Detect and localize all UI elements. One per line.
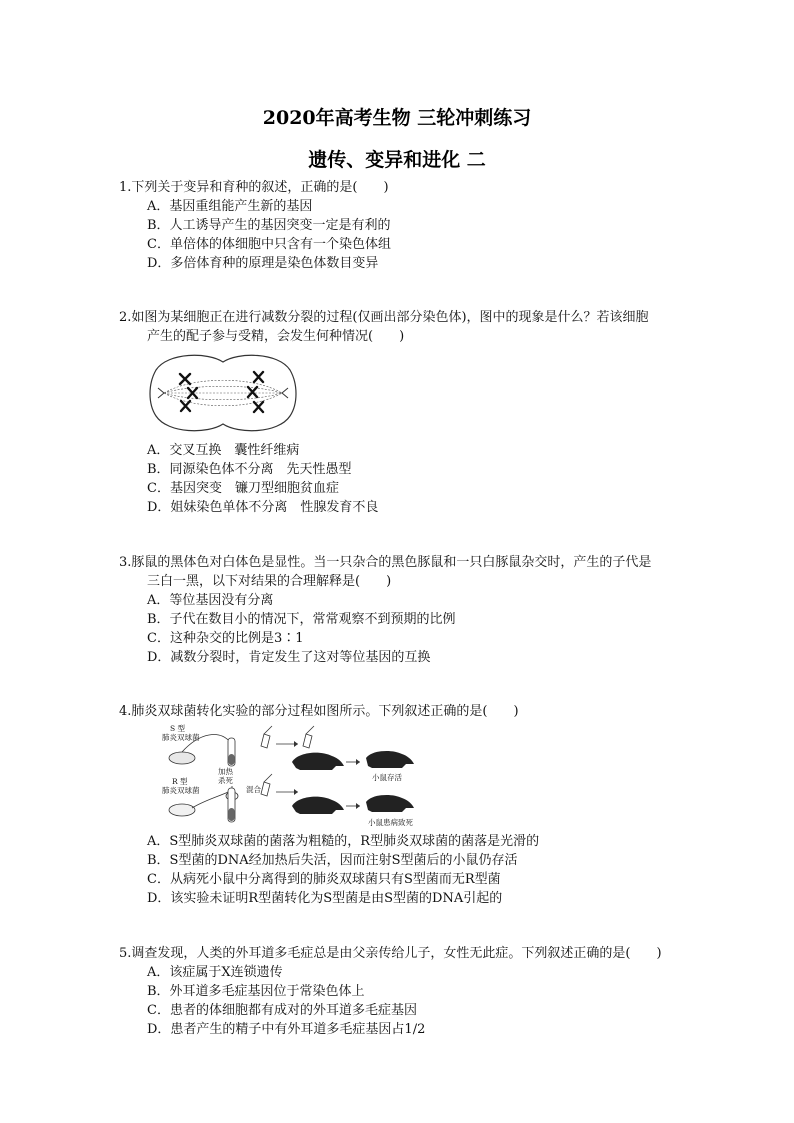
meiosis-cell-figure [148,352,298,434]
syringe-icon [261,774,272,796]
question-stem [119,308,709,346]
option-d: D．减数分裂时，肯定发生了这对等位基因的互换 [147,650,431,665]
options-list [119,963,709,1039]
option-c: C．从病死小鼠中分离得到的肺炎双球菌只有S型菌而无R型菌 [147,872,501,887]
option-a: A．S型肺炎双球菌的菌落为粗糙的，R型肺炎双球菌的菌落是光滑的 [147,834,540,849]
question-4 [119,702,709,721]
tube-liquid [229,808,235,821]
option-b: B．外耳道多毛症基因位于常染色体上 [147,984,365,999]
option-d: D．姐妹染色单体不分离 性腺发育不良 [147,500,379,515]
option-d: D．多倍体育种的原理是染色体数目变异 [147,256,379,271]
tube-liquid [229,754,235,765]
label-r-bacteria: 肺炎双球菌 [162,786,200,795]
page-subtitle: 遗传、变异和进化 二 [308,149,486,171]
arrow-head [294,789,298,795]
option-a: A．基因重组能产生新的基因 [147,199,313,214]
question-2 [119,308,709,346]
stem-line-continued: 三白一黑，以下对结果的合理解释是( ) [147,574,392,589]
question-stem [119,553,709,591]
option-a: A．该症属于X连锁遗传 [147,965,283,980]
option-c: C．基因突变 镰刀型细胞贫血症 [147,481,339,496]
syringe-icon [303,726,314,748]
question-2-options [119,441,709,517]
question-stem [119,702,709,721]
r-culture-dish [169,804,195,816]
mouse-alive-icon [366,751,414,768]
mouse-icon [292,753,344,770]
stem-line: 4.肺炎双球菌转化实验的部分过程如图所示。下列叙述正确的是( ) [119,704,519,719]
options-list [119,441,709,517]
syringe-icon [261,726,272,748]
label-r-type: R 型 [172,777,188,786]
option-c: C．这种杂交的比例是3∶1 [147,631,304,646]
stem-line: 5.调查发现，人类的外耳道多毛症总是由父亲传给儿子，女性无此症。下列叙述正确的是( ) [119,946,662,961]
s-culture-dish [169,752,195,764]
stem-line: 1.下列关于变异和育种的叙述，正确的是( ) [119,180,389,195]
option-b: B．S型菌的DNA经加热后失活，因而注射S型菌后的小鼠仍存活 [147,853,518,868]
arrow-head [356,803,360,809]
question-stem [119,944,709,963]
option-b: B．人工诱导产生的基因突变一定是有利的 [147,218,391,233]
question-5 [119,944,709,1039]
label-mix: 混合 [246,785,261,794]
question-1 [119,178,709,273]
question-stem [119,178,709,197]
question-4-options [119,832,709,908]
label-mouse-dead: 小鼠患病致死 [368,818,413,827]
stem-line: 3.豚鼠的黑体色对白体色是显性。当一只杂合的黑色豚鼠和一只白豚鼠杂交时，产生的子代是 [119,555,652,570]
label-mouse-alive: 小鼠存活 [372,773,402,782]
arrow-head [294,741,298,747]
chromosomes [180,372,263,412]
arrow-head [356,759,360,765]
label-s-bacteria: 肺炎双球菌 [162,733,200,742]
transformation-experiment-figure [160,722,420,828]
label-heat: 加热 [218,767,233,776]
option-d: D．患者产生的精子中有外耳道多毛症基因占1/2 [147,1022,426,1037]
option-b: B．子代在数目小的情况下，常常观察不到预期的比例 [147,612,456,627]
mouse-icon [292,797,344,814]
option-a: A．等位基因没有分离 [147,593,274,608]
centrioles [158,388,288,398]
label-killed: 杀死 [218,776,233,785]
options-list [119,832,709,908]
question-3 [119,553,709,667]
option-a: A．交叉互换 囊性纤维病 [147,443,300,458]
stem-line-continued: 产生的配子参与受精，会发生何种情况( ) [147,329,405,344]
mouse-dead-icon [366,795,414,812]
options-list [119,591,709,667]
option-d: D．该实验未证明R型菌转化为S型菌是由S型菌的DNA引起的 [147,891,503,906]
stem-line: 2.如图为某细胞正在进行减数分裂的过程(仅画出部分染色体)，图中的现象是什么？若该细胞 [119,310,649,325]
option-c: C．患者的体细胞都有成对的外耳道多毛症基因 [147,1003,417,1018]
option-c: C．单倍体的体细胞中只含有一个染色体组 [147,237,391,252]
options-list [119,197,709,273]
page-title: 2020年高考生物 三轮冲刺练习 [262,107,532,129]
option-b: B．同源染色体不分离 先天性愚型 [147,462,352,477]
label-s-type: S 型 [170,724,186,733]
